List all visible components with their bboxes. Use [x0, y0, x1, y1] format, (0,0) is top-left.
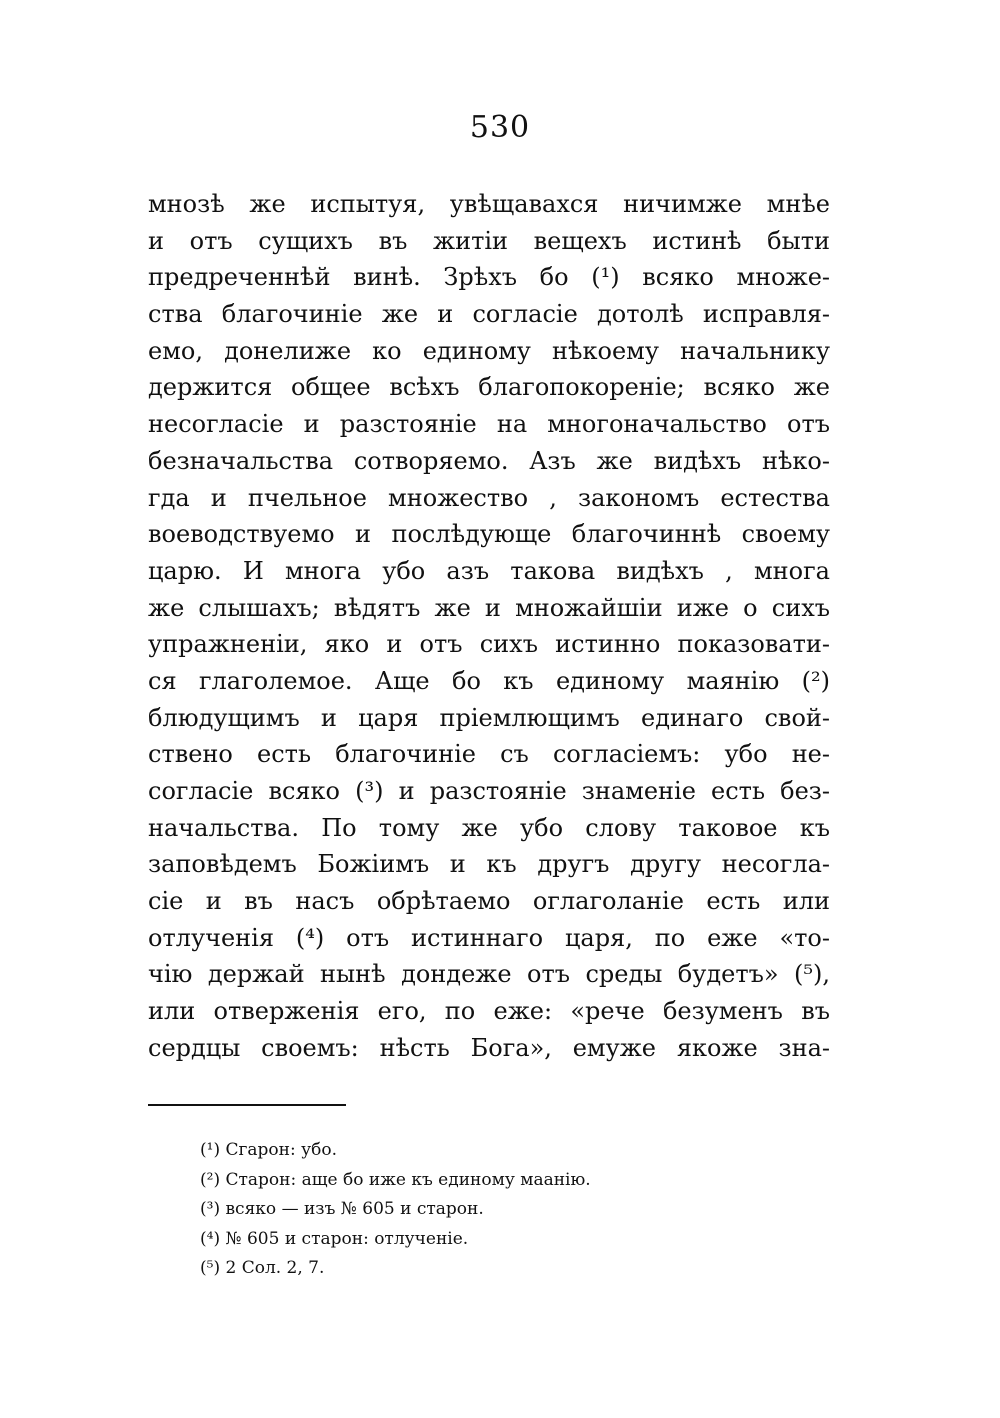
- text-line: сердцы своемъ: нѣсть Бога», емуже якоже зна-: [148, 1033, 830, 1062]
- text-line: ствено есть благочиніе съ согласіемъ: убо не-: [148, 740, 830, 769]
- page-number: 530: [469, 110, 531, 145]
- text-line: начальства. По тому же убо слову таковое къ: [148, 813, 830, 842]
- footnote: (²) Старон: аще бо иже къ единому маанію.: [200, 1169, 591, 1190]
- text-line: же слышахъ; вѣдятъ же и множайшіи иже о сихъ: [148, 593, 830, 622]
- text-line: несогласіе и разстояніе на многоначальство отъ: [148, 410, 830, 439]
- footnote-divider: [148, 1104, 346, 1106]
- text-line: ся глаголемое. Аще бо къ единому маянію (²): [148, 666, 830, 695]
- text-line: царю. И многа убо азъ такова видѣхъ , многа: [148, 556, 830, 585]
- footnote: (⁴) № 605 и старон: отлученіе.: [200, 1228, 469, 1249]
- footnotes: [200, 1136, 720, 1284]
- text-line: упражненіи, яко и отъ сихъ истинно показовати-: [148, 630, 830, 659]
- text-line: емо, донелиже ко единому нѣкоему начальнику: [148, 336, 830, 365]
- text-line: предреченнѣй винѣ. Зрѣхъ бо (¹) всяко множе-: [148, 263, 830, 292]
- text-line: или отверженія его, по еже: «рече безуменъ въ: [148, 997, 830, 1026]
- text-line: сіе и въ насъ обрѣтаемо оглаголаніе есть или: [148, 887, 830, 916]
- text-line: чію держай нынѣ дондеже отъ среды будетъ» (⁵),: [148, 960, 830, 989]
- text-line: ства благочиніе же и согласіе дотолѣ исправля-: [148, 300, 830, 329]
- text-line: отлученія (⁴) отъ истиннаго царя, по еже «то-: [148, 923, 830, 952]
- text-line: и отъ сущихъ въ житіи вещехъ истинѣ быти: [148, 226, 830, 255]
- text-line: заповѣдемъ Божіимъ и къ другъ другу несогла-: [148, 850, 830, 879]
- text-line: гда и пчельное множество , закономъ естества: [148, 483, 830, 512]
- footnote: (³) всяко — изъ № 605 и старон.: [200, 1199, 484, 1219]
- footnote: (¹) Сгарон: убо.: [200, 1140, 337, 1160]
- text-line: воеводствуемо и послѣдующе благочиннѣ своему: [148, 520, 830, 549]
- footnote: (⁵) 2 Сол. 2, 7.: [200, 1258, 325, 1278]
- body-text: [148, 186, 830, 1067]
- text-line: безначальства сотворяемо. Азъ же видѣхъ нѣко-: [148, 446, 830, 475]
- text-line: держится общее всѣхъ благопокореніе; всяко же: [148, 373, 830, 402]
- text-line: согласіе всяко (³) и разстояніе знаменіе есть без-: [148, 777, 830, 805]
- text-line: мнозѣ же испытуя, увѣщавахся ничимже мнѣе: [148, 190, 830, 218]
- text-line: блюдущимъ и царя пріемлющимъ единаго свой-: [148, 703, 830, 732]
